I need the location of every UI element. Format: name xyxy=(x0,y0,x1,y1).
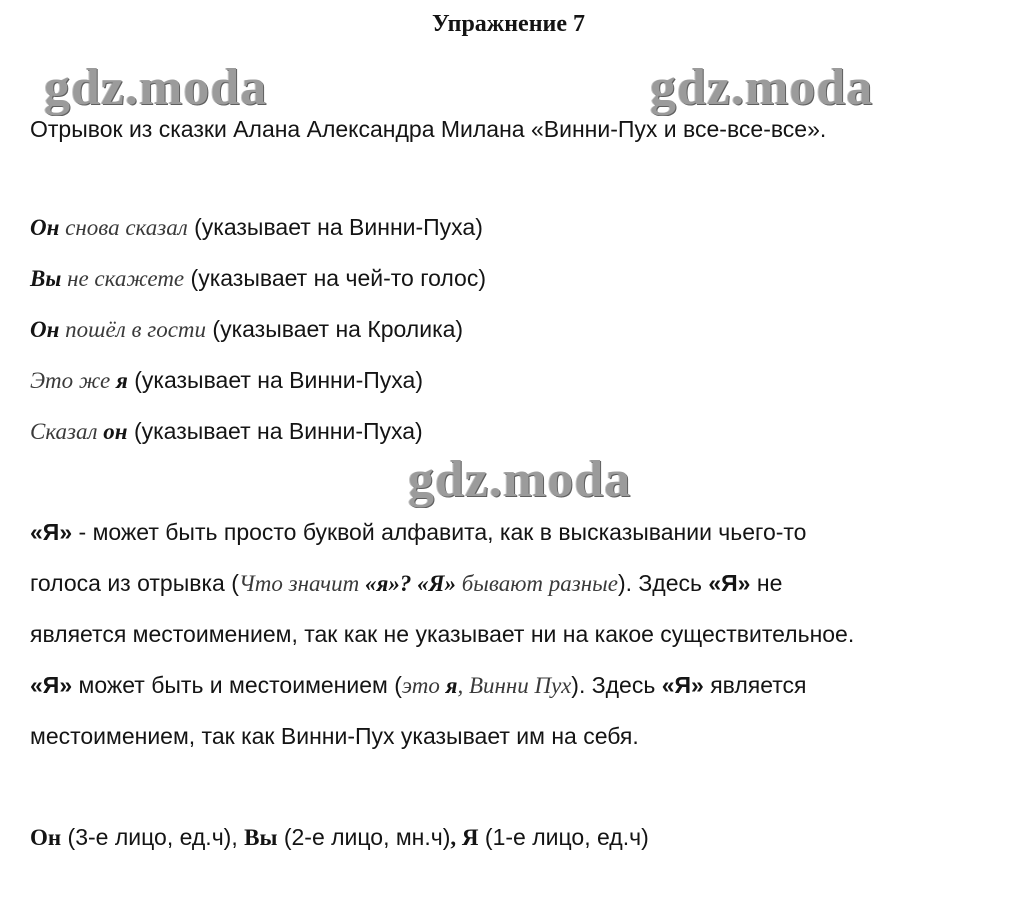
example-phrase: пошёл в гости xyxy=(59,317,207,342)
example-phrase: Это же xyxy=(30,368,116,393)
example-note: (указывает на Кролика) xyxy=(206,316,464,342)
example-phrase: не скажете xyxy=(61,266,185,291)
quote-italic: Что значит xyxy=(238,571,366,596)
summary-text: (1-е лицо, ед.ч) xyxy=(478,824,649,850)
quote-italic: бывают разные xyxy=(455,571,618,596)
example-line-3 xyxy=(30,315,463,344)
explanation-text: может быть и местоимением ( xyxy=(72,672,402,698)
explanation-text: является местоимением, так как не указывает ни на какое существительное. xyxy=(30,621,855,647)
explanation-text: местоимением, так как Винни-Пух указывает им на себя. xyxy=(30,723,639,749)
watermark-logo: gdz.moda xyxy=(44,59,268,116)
pronoun: Он xyxy=(30,215,60,240)
quote-italic: , Винни Пух xyxy=(457,673,572,698)
pronoun: Он xyxy=(30,825,62,850)
example-phrase: Сказал xyxy=(30,419,104,444)
explanation-line-3 xyxy=(30,620,854,648)
summary-line xyxy=(30,823,649,852)
pronoun: он xyxy=(103,419,128,444)
explanation-line-2 xyxy=(30,569,782,598)
explanation-text: ). Здесь xyxy=(571,672,662,698)
intro-line: Отрывок из сказки Алана Александра Милана «Винни-Пух и все-все-все». xyxy=(30,116,827,142)
example-note: (указывает на Винни-Пуха) xyxy=(127,418,423,444)
pronoun: я xyxy=(115,368,128,393)
example-line-2 xyxy=(30,264,486,293)
quoted-letter: «Я» xyxy=(30,672,73,698)
pronoun: Он xyxy=(30,317,60,342)
summary-text: (2-е лицо, мн.ч) xyxy=(277,824,451,850)
explanation-text: не xyxy=(750,570,783,596)
explanation-line-5 xyxy=(30,722,639,750)
example-note: (указывает на чей-то голос) xyxy=(184,265,486,291)
quote-bold-italic: «я»? «Я» xyxy=(365,571,456,596)
quoted-letter: «Я» xyxy=(661,672,704,698)
exercise-title: Упражнение 7 xyxy=(431,11,585,37)
summary-text: (3-е лицо, ед.ч), xyxy=(61,824,245,850)
example-note: (указывает на Винни-Пуха) xyxy=(187,214,483,240)
watermark-logo: gdz.moda xyxy=(408,451,632,508)
quoted-letter: «Я» xyxy=(708,570,751,596)
pronoun: Вы xyxy=(30,266,62,291)
watermark-logo: gdz.moda xyxy=(650,59,874,116)
example-note: (указывает на Винни-Пуха) xyxy=(127,367,423,393)
quoted-letter: «Я» xyxy=(30,519,73,545)
explanation-text: ). Здесь xyxy=(617,570,709,596)
example-line-1 xyxy=(30,213,483,242)
quote-bold-italic: я xyxy=(445,673,458,698)
pronoun: Вы xyxy=(244,825,278,850)
explanation-line-4 xyxy=(30,671,807,700)
example-phrase: снова сказал xyxy=(59,215,188,240)
explanation-text: - может быть просто буквой алфавита, как в высказывании чьего-то xyxy=(72,519,807,545)
pronoun: , Я xyxy=(450,825,479,850)
explanation-line-1 xyxy=(30,518,806,546)
explanation-text: является xyxy=(703,672,807,698)
example-line-4 xyxy=(30,366,423,395)
explanation-text: голоса из отрывка ( xyxy=(30,570,239,596)
example-line-5 xyxy=(30,417,423,446)
quote-italic: это xyxy=(401,673,446,698)
